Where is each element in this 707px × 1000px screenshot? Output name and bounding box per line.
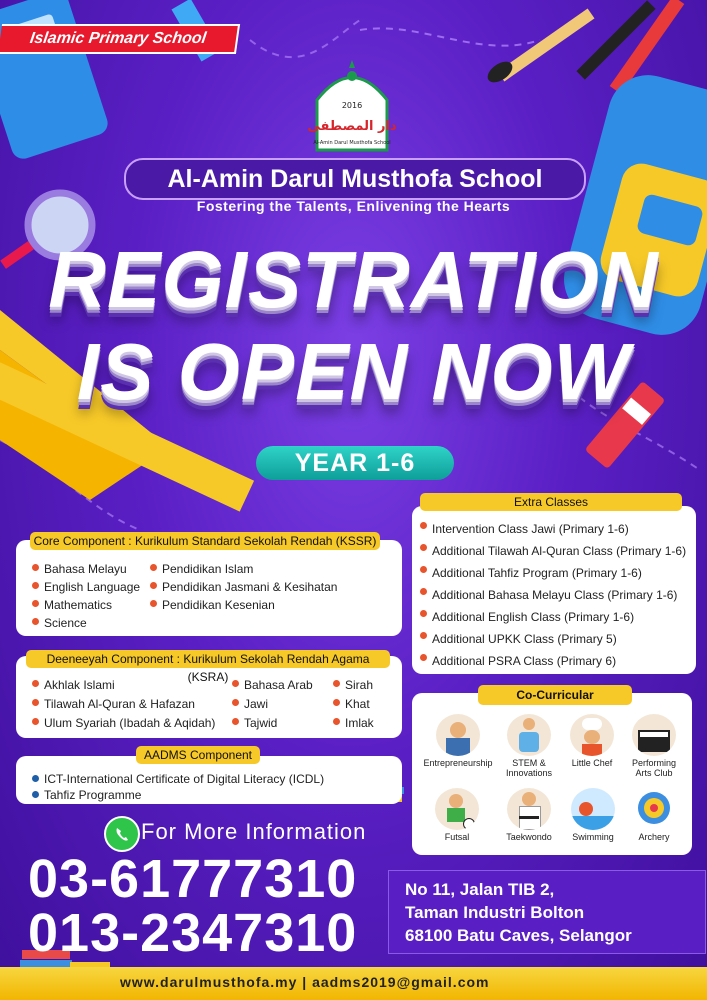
school-type-tag: Islamic Primary School [0, 24, 240, 54]
extra-classes-list [420, 518, 686, 672]
swimming-icon: Swimming [558, 788, 628, 842]
list-item: Mathematics [32, 596, 140, 614]
cocurricular-title: Co-Curricular [478, 685, 632, 705]
address-box [388, 870, 706, 954]
svg-text:دار المصطفى: دار المصطفى [307, 119, 397, 134]
deeneeyah-list-2 [232, 676, 313, 733]
list-item: Pendidikan Jasmani & Kesihatan [150, 578, 337, 596]
school-name: Al-Amin Darul Musthofa School [124, 158, 586, 200]
chef-icon: Little Chef [558, 714, 626, 768]
list-item: Tajwid [232, 714, 313, 733]
list-item: Additional UPKK Class (Primary 5) [420, 628, 686, 650]
footer-contact[interactable]: www.darulmusthofa.my | aadms2019@gmail.com [120, 974, 490, 990]
list-item: Khat [333, 695, 374, 714]
aadms-list [32, 771, 324, 803]
core-title: Core Component : Kurikulum Standard Sekolah Rendah (KSSR) [30, 532, 380, 550]
list-item: Tilawah Al-Quran & Hafazan [32, 695, 215, 714]
stem-icon: STEM & Innovations [492, 714, 566, 778]
list-item: Additional Tilawah Al-Quran Class (Primary 1-6) [420, 540, 686, 562]
list-item: Pendidikan Kesenian [150, 596, 337, 614]
paintbrush-icon [484, 9, 595, 87]
svg-text:2016: 2016 [341, 101, 363, 110]
headline-registration: REGISTRATION [48, 235, 659, 324]
list-item: Imlak [333, 714, 374, 733]
extra-classes-title: Extra Classes [420, 493, 682, 511]
list-item: Bahasa Melayu [32, 560, 140, 578]
taekwondo-icon: Taekwondo [492, 788, 566, 842]
list-item: Additional English Class (Primary 1-6) [420, 606, 686, 628]
list-item: Pendidikan Islam [150, 560, 337, 578]
phone-2: 013-2347310 [28, 903, 358, 963]
list-item: Sirah [333, 676, 374, 695]
list-item: Additional PSRA Class (Primary 6) [420, 650, 686, 672]
piano-icon: Performing Arts Club [624, 714, 684, 778]
list-item: Ulum Syariah (Ibadah & Aqidah) [32, 714, 215, 733]
list-item: Additional Bahasa Melayu Class (Primary 1-6) [420, 584, 686, 606]
more-info-label: For More Information [141, 819, 367, 844]
svg-text:Al-Amin Darul Musthofa School: Al-Amin Darul Musthofa School [313, 140, 391, 146]
archery-icon: Archery [624, 788, 684, 842]
year-badge: YEAR 1-6 [256, 446, 454, 480]
deeneeyah-list-1 [32, 676, 215, 733]
aadms-title: AADMS Component [136, 746, 260, 764]
list-item: ICT-International Certificate of Digital Literacy (ICDL) [32, 771, 324, 787]
school-logo [307, 60, 397, 154]
whatsapp-icon [104, 816, 140, 852]
list-item: Tahfiz Programme [32, 787, 324, 803]
list-item: Bahasa Arab [232, 676, 313, 695]
deeneeyah-title: Deeneeyah Component : Kurikulum Sekolah Rendah Agama (KSRA) [26, 650, 390, 668]
list-item: Science [32, 614, 140, 632]
list-item: Intervention Class Jawi (Primary 1-6) [420, 518, 686, 540]
list-item: Akhlak Islami [32, 676, 215, 695]
deeneeyah-list-3 [333, 676, 374, 733]
futsal-icon: Futsal [420, 788, 494, 842]
headline-open-now: IS OPEN NOW [76, 327, 631, 416]
list-item: Additional Tahfiz Program (Primary 1-6) [420, 562, 686, 584]
address-line-3: 68100 Batu Caves, Selangor [405, 926, 632, 945]
core-list-2 [150, 560, 337, 614]
list-item: English Language [32, 578, 140, 596]
core-list-1 [32, 560, 140, 632]
address-line-1: No 11, Jalan TIB 2, [405, 880, 555, 899]
list-item: Jawi [232, 695, 313, 714]
tagline: Fostering the Talents, Enlivening the Hearts [196, 198, 511, 214]
entrepreneur-icon: Entrepreneurship [418, 714, 498, 768]
phone-1: 03-61777310 [28, 849, 358, 909]
address-line-2: Taman Industri Bolton [405, 903, 585, 922]
